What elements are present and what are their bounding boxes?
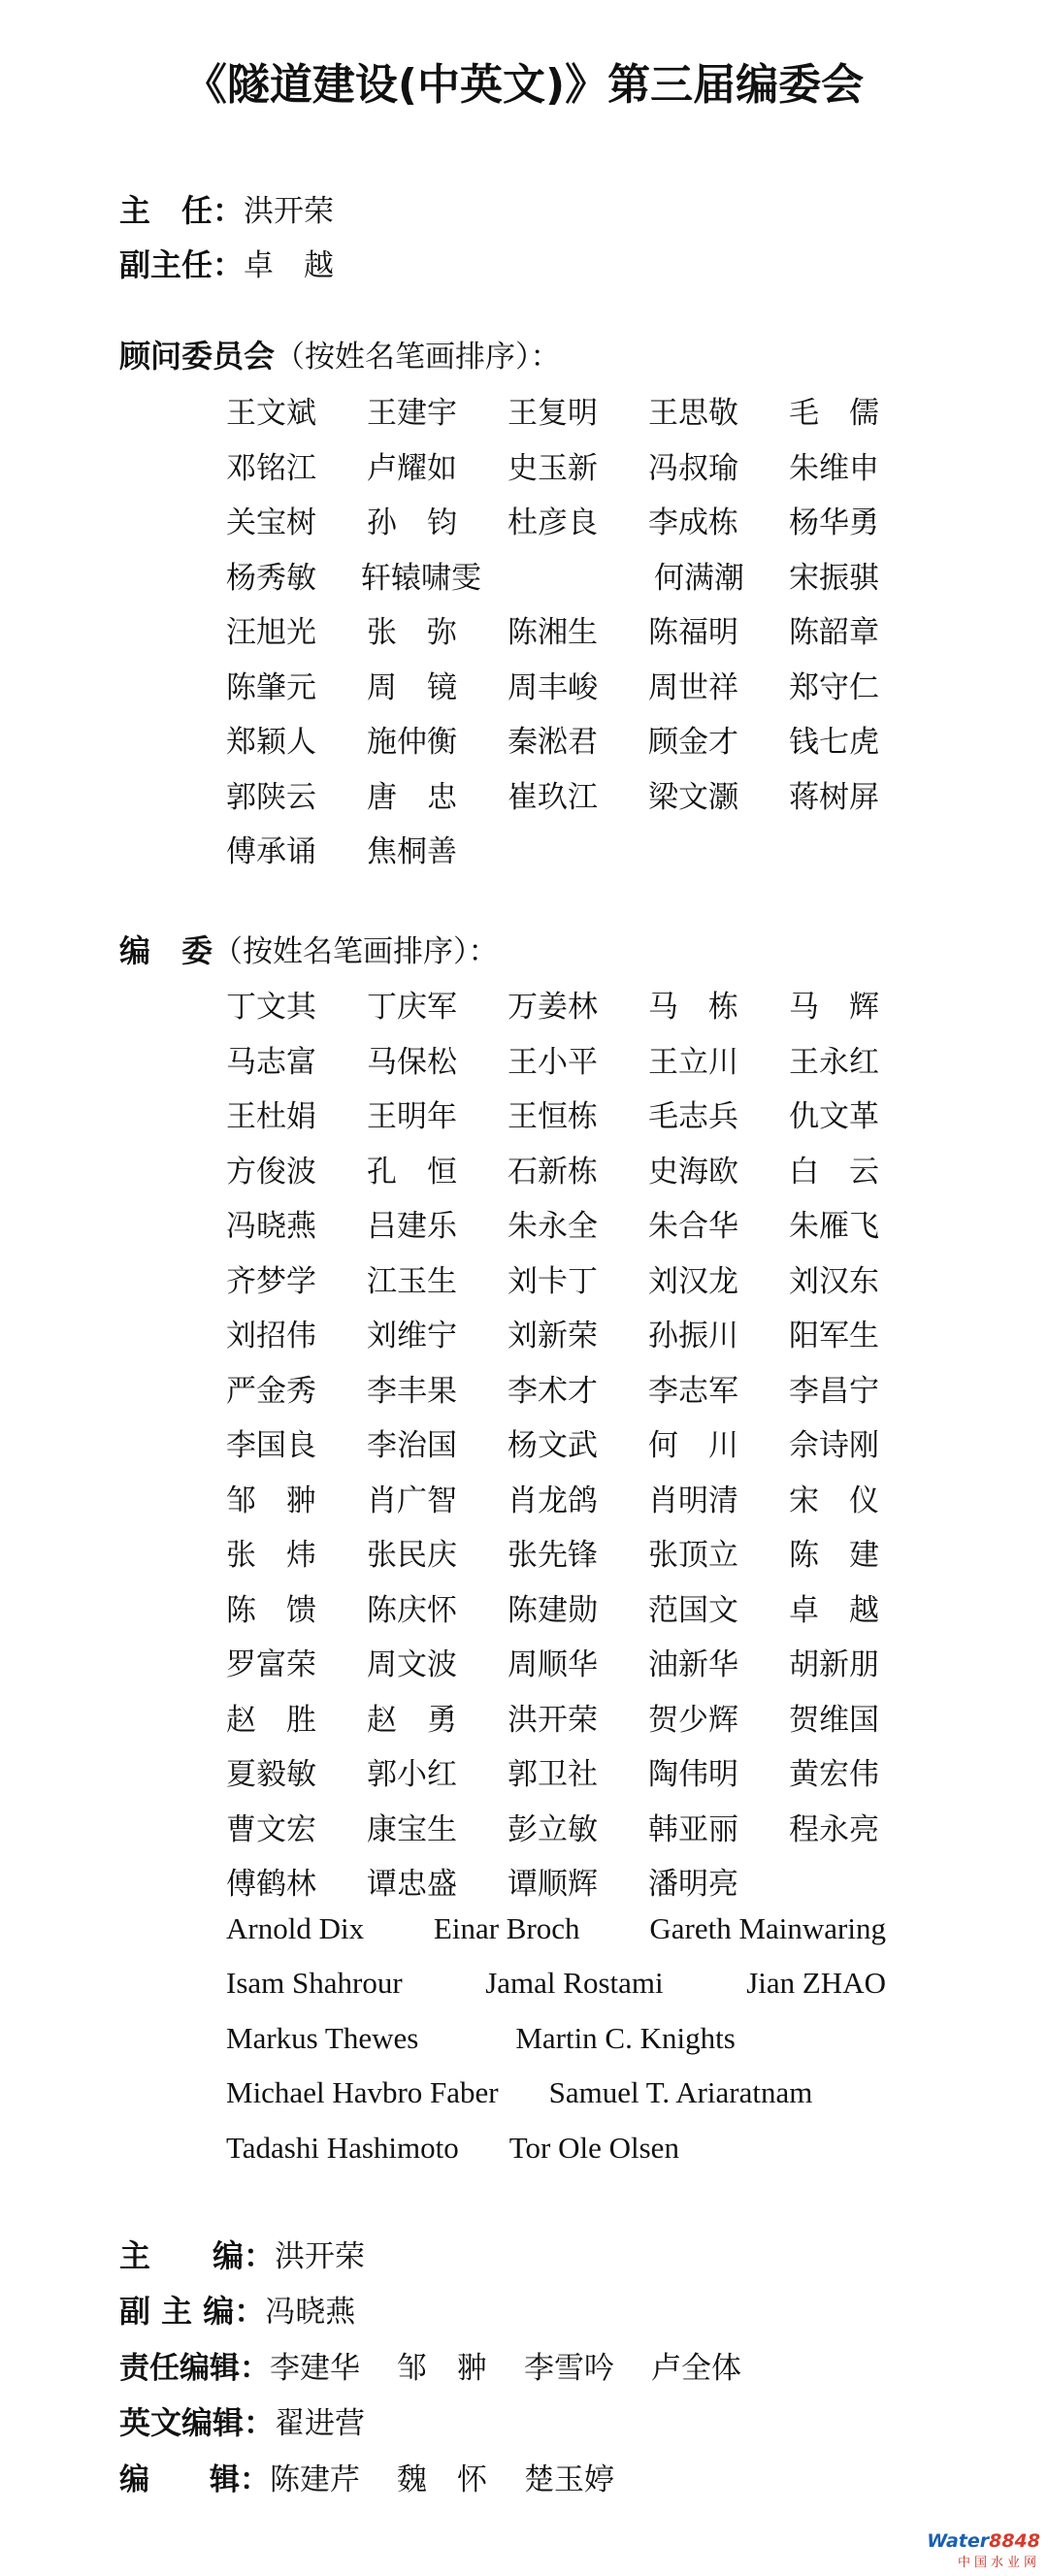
director-label: 主 任：: [119, 192, 245, 229]
member-name-english: Martin C. Knights: [515, 2021, 736, 2055]
name-row: [226, 1805, 886, 1855]
name-row: [226, 1311, 886, 1361]
member-name: 顾金才: [648, 725, 738, 760]
advisory-heading: [119, 332, 561, 376]
responsible-editor-name: 邹 翀: [397, 2351, 487, 2386]
member-name: 崔玖江: [508, 779, 598, 815]
member-name: 肖龙鸽: [508, 1483, 598, 1518]
member-name: 张顶立: [648, 1538, 738, 1573]
site-watermark: [927, 2530, 1040, 2570]
name-row: [226, 772, 886, 823]
member-name-english: Jian ZHAO: [746, 1966, 886, 2000]
member-name: 丁庆军: [367, 990, 457, 1025]
member-name: 李志军: [648, 1373, 738, 1409]
name-row: [226, 982, 886, 1032]
editor-in-chief-label: 主 编：: [119, 2237, 276, 2274]
member-name: 油新华: [648, 1647, 738, 1682]
member-name: 贺少辉: [648, 1702, 738, 1738]
member-name: 贺维国: [789, 1702, 879, 1738]
member-name-english: Arnold Dix: [226, 1911, 365, 1945]
member-name-english: Markus Thewes: [226, 2021, 419, 2055]
name-row: [226, 498, 886, 548]
member-name: 潘明亮: [648, 1867, 738, 1902]
member-name: 周世祥: [648, 669, 738, 705]
member-name: 王恒栋: [508, 1099, 598, 1134]
member-name: 冯晓燕: [226, 1209, 316, 1244]
member-name: 丁文其: [226, 990, 316, 1025]
name-row: [226, 827, 886, 877]
member-name: 杨文武: [508, 1428, 598, 1463]
member-name: 王文斌: [226, 396, 316, 431]
member-name: 周丰峻: [508, 669, 598, 705]
member-name: 陈庆怀: [367, 1592, 457, 1628]
member-name: 宋振骐: [789, 560, 879, 596]
editors-label: 编 辑：: [119, 2462, 270, 2497]
advisory-note: （按姓名笔画排序）：: [275, 340, 561, 375]
name-row: [226, 1585, 886, 1636]
member-name: 毛志兵: [648, 1099, 738, 1134]
name-row: [226, 1366, 886, 1417]
member-name: 何 川: [648, 1428, 738, 1463]
member-name: 孔 恒: [367, 1154, 457, 1190]
name-row: [226, 663, 886, 713]
deputy-editor-label: 副 主 编：: [119, 2293, 266, 2330]
member-name: 朱雁飞: [789, 1209, 879, 1244]
editors-row: [119, 2455, 651, 2498]
member-name: 陈建勋: [508, 1592, 598, 1628]
editorial-note: （按姓名笔画排序）：: [213, 934, 499, 969]
member-name-english: Gareth Mainwaring: [649, 1911, 886, 1945]
member-name: 肖广智: [367, 1483, 457, 1518]
member-name: 毛 儒: [789, 396, 879, 431]
member-name: 周文波: [367, 1647, 457, 1682]
member-name: 杜彦良: [508, 505, 598, 540]
member-name: 李国良: [226, 1428, 316, 1463]
member-name: 马志富: [226, 1044, 316, 1080]
member-name: 宋 仪: [789, 1483, 879, 1518]
name-row: [226, 1749, 886, 1800]
name-row: [226, 1476, 886, 1526]
member-name: 程永亮: [789, 1811, 879, 1847]
member-name: 蒋树屏: [789, 779, 879, 815]
deputy-director-name: 卓 越: [244, 248, 335, 283]
member-name: 谭忠盛: [367, 1867, 457, 1902]
watermark-site-name: 中国水业网: [957, 2556, 1040, 2570]
member-name: 陈肇元: [226, 669, 316, 705]
member-name: 佘诗刚: [789, 1428, 879, 1463]
member-name: 焦桐善: [367, 834, 457, 869]
member-name: 严金秀: [226, 1373, 316, 1409]
editor-name: 陈建芹: [270, 2462, 360, 2497]
name-row: [226, 1256, 886, 1307]
member-name: 冯叔瑜: [648, 450, 738, 486]
member-name: 陈 建: [789, 1538, 879, 1573]
member-name: 张 炜: [226, 1538, 316, 1573]
member-name: 朱维申: [789, 450, 879, 486]
english-editor-row: [119, 2398, 365, 2443]
editorial-heading: [119, 927, 499, 971]
responsible-editors-row: [119, 2343, 778, 2387]
member-name: 刘维宁: [367, 1319, 457, 1353]
name-row: [226, 1530, 886, 1581]
member-name: 唐 忠: [367, 779, 457, 815]
member-name: 王小平: [508, 1044, 598, 1080]
member-name: 张 弥: [367, 615, 457, 650]
member-name: 轩辕啸雯: [361, 560, 481, 596]
watermark-logo-text: Water8848: [927, 2530, 1040, 2552]
member-name: 陈福明: [648, 615, 738, 650]
responsible-editors-label: 责任编辑：: [119, 2351, 270, 2386]
member-name: 秦淞君: [508, 725, 598, 760]
english-name-row: [226, 2068, 886, 2118]
member-name: 杨秀敏: [226, 560, 316, 596]
member-name: 王复明: [508, 396, 598, 431]
member-name: 李治国: [367, 1428, 457, 1463]
member-name: 康宝生: [367, 1811, 457, 1847]
responsible-editor-name: 李建华: [270, 2351, 360, 2386]
member-name: 邹 翀: [226, 1483, 316, 1518]
member-name-english: Isam Shahrour: [226, 1966, 403, 2000]
name-row: [226, 1037, 886, 1088]
name-row: [226, 443, 886, 494]
member-name: 卓 越: [789, 1592, 879, 1628]
name-row: [226, 1092, 886, 1142]
member-name: 王建宇: [367, 396, 457, 431]
name-row: [226, 717, 886, 767]
english-name-row: [226, 1904, 886, 1954]
member-name: 黄宏伟: [789, 1757, 879, 1792]
deputy-editor-row: [119, 2287, 355, 2331]
director-row: [119, 186, 334, 231]
member-name: 罗富荣: [226, 1647, 316, 1682]
member-name-english: Jamal Rostami: [485, 1966, 664, 2000]
member-name: 史玉新: [508, 450, 598, 486]
member-name: 傅承诵: [226, 834, 316, 869]
member-name: 方俊波: [226, 1154, 316, 1190]
member-name: 韩亚丽: [648, 1811, 738, 1847]
name-row: [226, 1420, 886, 1471]
member-name: 齐梦学: [226, 1263, 316, 1299]
advisory-label: 顾问委员会: [119, 338, 276, 375]
name-row: [226, 1640, 886, 1690]
member-name: 孙振川: [648, 1319, 738, 1353]
member-name: 赵 勇: [367, 1702, 457, 1738]
member-name: 周顺华: [508, 1647, 598, 1682]
member-name: 傅鹤林: [226, 1867, 316, 1902]
member-name: 杨华勇: [789, 505, 879, 540]
member-name: 李成栋: [648, 505, 738, 540]
name-row: [226, 607, 886, 658]
member-name: 肖明清: [648, 1483, 738, 1518]
member-name: 关宝树: [226, 505, 316, 540]
member-name: 石新栋: [508, 1154, 598, 1190]
member-name: 孙 钧: [367, 505, 457, 540]
name-row: [226, 1147, 886, 1197]
member-name: 刘卡丁: [508, 1263, 598, 1299]
editor-name: 楚玉婷: [524, 2462, 614, 2497]
name-row: [226, 1201, 886, 1252]
deputy-editor-name: 冯晓燕: [265, 2295, 356, 2330]
member-name: 仇文革: [789, 1099, 879, 1134]
editor-in-chief-name: 洪开荣: [275, 2239, 366, 2274]
member-name: 吕建乐: [367, 1209, 457, 1244]
member-name: 郭卫社: [508, 1757, 598, 1792]
member-name: 何满潮: [654, 560, 744, 596]
member-name: 邓铭江: [226, 450, 316, 486]
member-name: 白 云: [789, 1154, 879, 1190]
member-name: 王思敬: [648, 396, 738, 431]
member-name: 张民庆: [367, 1538, 457, 1573]
member-name: 钱七虎: [789, 725, 879, 760]
member-name: 汪旭光: [226, 615, 316, 650]
member-name: 史海欧: [648, 1154, 738, 1190]
member-name: 范国文: [648, 1592, 738, 1628]
member-name-english: Samuel T. Ariaratnam: [548, 2075, 813, 2109]
member-name: 陈韶章: [789, 615, 879, 650]
member-name: 谭顺辉: [508, 1867, 598, 1902]
member-name: 彭立敏: [508, 1811, 598, 1847]
member-name: 阳军生: [789, 1319, 879, 1353]
member-name: 胡新朋: [789, 1647, 879, 1682]
member-name: 张先锋: [508, 1538, 598, 1573]
member-name: 陈 馈: [226, 1592, 316, 1628]
member-name: 朱合华: [648, 1209, 738, 1244]
member-name: 李丰果: [367, 1373, 457, 1409]
member-name: 朱永全: [508, 1209, 598, 1244]
member-name: 郭小红: [367, 1757, 457, 1792]
member-name: 陈湘生: [508, 615, 598, 650]
english-editor-name: 翟进营: [275, 2406, 366, 2441]
member-name: 卢耀如: [367, 450, 457, 486]
member-name: 郑颖人: [226, 725, 316, 760]
name-row: [226, 1859, 886, 1909]
member-name-english: Michael Havbro Faber: [226, 2075, 499, 2109]
editor-name: 魏 怀: [397, 2462, 487, 2497]
member-name: 曹文宏: [226, 1811, 316, 1847]
member-name: 梁文灏: [648, 779, 738, 815]
member-name: 周 镜: [367, 669, 457, 705]
member-name: 郑守仁: [789, 669, 879, 705]
member-name: 刘新荣: [508, 1319, 598, 1353]
responsible-editor-name: 卢全体: [651, 2351, 741, 2386]
editor-in-chief-row: [119, 2232, 365, 2276]
member-name: 万姜林: [508, 990, 598, 1025]
member-name: 夏毅敏: [226, 1757, 316, 1792]
english-editor-label: 英文编辑：: [119, 2404, 276, 2441]
member-name: 赵 胜: [226, 1702, 316, 1738]
member-name: 马 辉: [789, 990, 879, 1025]
member-name: 李术才: [508, 1373, 598, 1409]
name-row: [226, 388, 886, 439]
member-name: 马保松: [367, 1044, 457, 1080]
member-name: 江玉生: [367, 1263, 457, 1299]
page-title: 《隧道建设(中英文)》第三届编委会: [183, 60, 865, 110]
english-name-row: [226, 2123, 886, 2173]
name-row: [226, 553, 886, 603]
name-row: [226, 1695, 886, 1745]
responsible-editor-name: 李雪吟: [524, 2351, 614, 2386]
member-name: 洪开荣: [508, 1702, 598, 1738]
english-name-row: [226, 2013, 886, 2064]
deputy-director-label: 副主任：: [119, 246, 245, 283]
member-name: 陶伟明: [648, 1757, 738, 1792]
english-name-row: [226, 1958, 886, 2008]
member-name: 王永红: [789, 1044, 879, 1080]
editorial-label: 编 委: [119, 932, 213, 969]
member-name: 郭陕云: [226, 779, 316, 815]
member-name-english: Tor Ole Olsen: [508, 2131, 679, 2165]
member-name: 李昌宁: [789, 1373, 879, 1409]
member-name-english: Tadashi Hashimoto: [226, 2131, 459, 2165]
member-name: 刘汉龙: [648, 1263, 738, 1299]
member-name: 王立川: [648, 1044, 738, 1080]
member-name: 马 栋: [648, 990, 738, 1025]
member-name: 刘汉东: [789, 1263, 879, 1299]
member-name: 王明年: [367, 1099, 457, 1134]
deputy-director-row: [119, 241, 334, 285]
member-name: 王杜娟: [226, 1099, 316, 1134]
member-name-english: Einar Broch: [433, 1911, 580, 1945]
director-name: 洪开荣: [244, 194, 335, 229]
member-name: 刘招伟: [226, 1319, 316, 1353]
member-name: 施仲衡: [367, 725, 457, 760]
